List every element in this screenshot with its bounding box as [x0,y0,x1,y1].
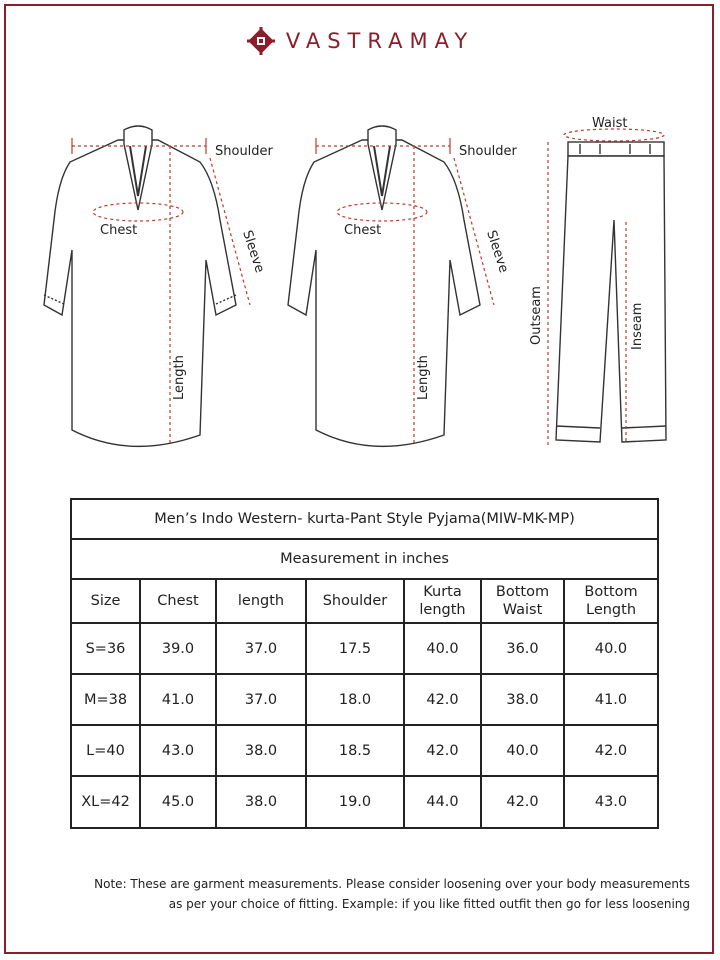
value-cell: 43.0 [564,776,658,828]
value-cell: 44.0 [404,776,481,828]
header-cell: Size [71,579,140,623]
kurta-front-chest-label: Chest [100,223,138,238]
note-line-1: Note: These are garment measurements. Please consider loosening over your body measurements [94,877,690,891]
table-subtitle: Measurement in inches [71,539,658,579]
value-cell: 42.0 [564,725,658,776]
size-chart-table [70,498,659,829]
pant-outseam-label: Outseam [529,286,544,345]
header-cell: length [216,579,306,623]
kurta-front-length-label: Length [172,355,187,400]
pant-inseam-label: Inseam [630,302,645,350]
value-cell: 19.0 [306,776,404,828]
table-row [71,674,658,725]
value-cell: 38.0 [216,776,306,828]
note-line-2: as per your choice of fitting. Example: if you like fitted outfit then go for less loosening [168,897,690,911]
pant-diagram [556,142,666,442]
value-cell: 37.0 [216,623,306,674]
value-cell: 36.0 [481,623,564,674]
kurta-back-chest-label: Chest [344,223,382,238]
table-row [71,623,658,674]
brand-emblem-icon [246,26,276,56]
value-cell: 41.0 [140,674,216,725]
value-cell: 18.0 [306,674,404,725]
value-cell: 40.0 [404,623,481,674]
size-cell: XL=42 [71,776,140,828]
brand-header [0,26,720,56]
size-cell: L=40 [71,725,140,776]
value-cell: 17.5 [306,623,404,674]
table-header-row [71,579,658,623]
header-cell: Chest [140,579,216,623]
table-row [71,725,658,776]
size-cell: M=38 [71,674,140,725]
kurta-back-length-label: Length [416,355,431,400]
value-cell: 41.0 [564,674,658,725]
brand-name: VASTRAMAY [285,29,475,53]
kurta-front-shoulder-label: Shoulder [215,144,273,159]
pant-waist-label: Waist [592,116,628,131]
kurta-front-sleeve-label: Sleeve [239,228,267,275]
table-title: Men’s Indo Western- kurta-Pant Style Pyjama(MIW-MK-MP) [71,499,658,539]
garment-illustration [0,100,720,470]
value-cell: 38.0 [481,674,564,725]
value-cell: 38.0 [216,725,306,776]
table-title-row [71,499,658,539]
value-cell: 43.0 [140,725,216,776]
header-cell: Kurta length [404,579,481,623]
header-cell: Bottom Length [564,579,658,623]
size-cell: S=36 [71,623,140,674]
value-cell: 18.5 [306,725,404,776]
kurta-back-shoulder-label: Shoulder [459,144,517,159]
header-cell: Shoulder [306,579,404,623]
kurta-front-diagram [44,126,236,446]
value-cell: 42.0 [404,674,481,725]
header-cell: Bottom Waist [481,579,564,623]
value-cell: 40.0 [481,725,564,776]
value-cell: 45.0 [140,776,216,828]
table-subtitle-row [71,539,658,579]
value-cell: 39.0 [140,623,216,674]
fit-note [30,874,690,914]
value-cell: 42.0 [404,725,481,776]
value-cell: 37.0 [216,674,306,725]
value-cell: 42.0 [481,776,564,828]
value-cell: 40.0 [564,623,658,674]
table-row [71,776,658,828]
kurta-back-sleeve-label: Sleeve [483,228,511,275]
kurta-back-diagram [288,126,480,446]
